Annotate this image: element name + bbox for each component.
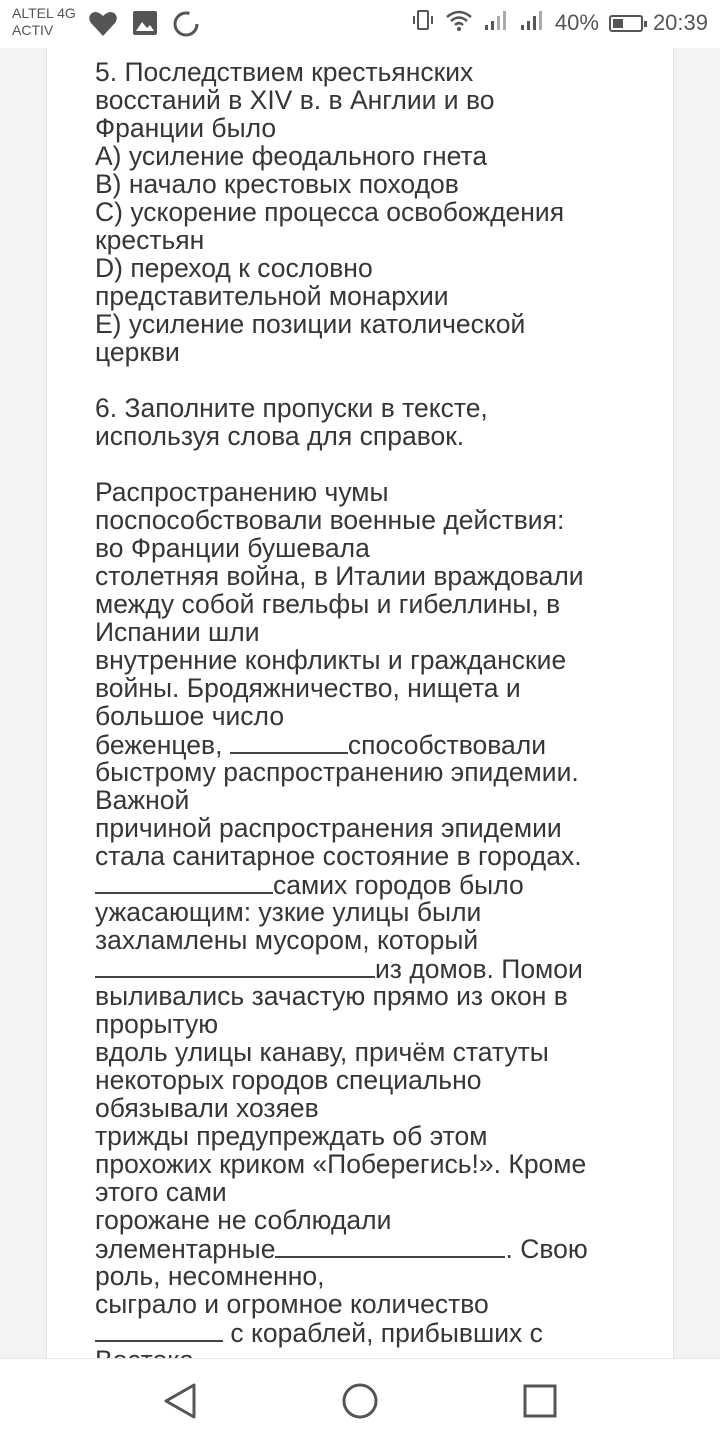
passage-line: сыграло и огромное количество [95, 1289, 489, 1319]
passage-part-a [95, 478, 655, 730]
question-5-line: представительной монархии [95, 281, 449, 311]
passage-line: вдоль улицы канаву, причём статуты [95, 1037, 549, 1067]
fill-blank-3 [95, 954, 375, 978]
passage-line: этого сами [95, 1177, 227, 1207]
passage-part-c [95, 898, 655, 954]
question-5 [95, 58, 655, 366]
passage-part-b [95, 758, 655, 870]
passage-line: между собой гвельфы и гибеллины, в [95, 589, 561, 619]
passage-line: горожане не соблюдали [95, 1205, 392, 1235]
passage-line: трижды предупреждать об этом [95, 1121, 488, 1151]
passage-line: выливались зачастую прямо из окон в [95, 981, 568, 1011]
passage-line-blank1: беженцев, способствовали [95, 730, 547, 760]
passage-line-blank4: элементарные . Свою [95, 1234, 588, 1264]
passage-line: прохожих криком «Поберегись!». Кроме [95, 1149, 587, 1179]
battery-icon [609, 15, 643, 32]
passage-line: Распространению чумы [95, 477, 389, 507]
passage-line: стала санитарное состояние в городах. [95, 841, 582, 871]
question-5-line: крестьян [95, 225, 205, 255]
passage-line: прорытую [95, 1009, 219, 1039]
vibrate-icon [411, 8, 435, 38]
question-5-line: 5. Последствием крестьянских [95, 57, 474, 87]
question-6 [95, 394, 655, 450]
question-6-line: 6. Заполните пропуски в тексте, [95, 393, 488, 423]
question-6-line: используя слова для справок. [95, 421, 465, 451]
clock: 20:39 [652, 10, 708, 35]
wifi-icon [445, 8, 473, 38]
passage-line: внутренние конфликты и гражданские [95, 645, 567, 675]
passage-part-e [95, 1262, 655, 1318]
passage-line-blank2: самих городов было [95, 870, 655, 898]
passage-line: быстрому распространению эпидемии. [95, 757, 579, 787]
question-5-line: церкви [95, 337, 180, 367]
question-5-line: восстаний в XIV в. в Англии и во [95, 85, 495, 115]
fill-blank-1 [230, 730, 348, 754]
question-5-line: C) ускорение процесса освобождения [95, 197, 565, 227]
heart-icon [88, 10, 118, 43]
signal-icon [483, 8, 509, 38]
passage-line: войны. Бродяжничество, нищета и [95, 673, 521, 703]
passage-line: некоторых городов специально [95, 1065, 482, 1095]
question-5-line: A) усиление феодального гнета [95, 141, 488, 171]
passage-line: захламлены мусором, который [95, 925, 479, 955]
passage-part-d [95, 982, 655, 1234]
battery-percent: 40% [554, 10, 599, 35]
signal-icon [519, 8, 545, 38]
fill-blank-2 [95, 870, 273, 894]
document-page[interactable] [46, 48, 674, 1358]
passage-line: во Франции бушевала [95, 533, 370, 563]
navigation-bar [0, 1358, 720, 1441]
passage-line-blank5: с кораблей, прибывших с [95, 1318, 655, 1346]
battery-level [613, 19, 623, 28]
image-icon [132, 10, 158, 41]
document-text [95, 30, 655, 1374]
passage-line: поспособствовали военные действия: [95, 505, 565, 535]
status-bar [0, 0, 720, 48]
question-5-line: E) усиление позиции католической [95, 309, 526, 339]
fill-blank-4 [275, 1234, 505, 1258]
passage-line: роль, несомненно, [95, 1261, 325, 1291]
carrier-label: ALTEL 4G ACTIV [12, 5, 76, 38]
question-5-line: D) переход к сословно [95, 253, 373, 283]
passage-line: большое число [95, 701, 285, 731]
passage-line: обязывали хозяев [95, 1093, 319, 1123]
back-icon[interactable] [158, 1379, 202, 1423]
passage-line: ужасающим: узкие улицы были [95, 897, 482, 927]
passage-line: столетняя война, в Италии враждовали [95, 561, 584, 591]
recents-icon[interactable] [518, 1379, 562, 1423]
fill-blank-5 [95, 1318, 223, 1342]
passage-line: причиной распространения эпидемии [95, 813, 562, 843]
question-5-line: Франции было [95, 113, 277, 143]
passage-line: Важной [95, 785, 190, 815]
loading-icon [172, 10, 200, 43]
passage-line-blank3: из домов. Помои [95, 954, 655, 982]
passage-line: Испании шли [95, 617, 260, 647]
home-icon[interactable] [338, 1379, 382, 1423]
question-5-line: B) начало крестовых походов [95, 169, 459, 199]
